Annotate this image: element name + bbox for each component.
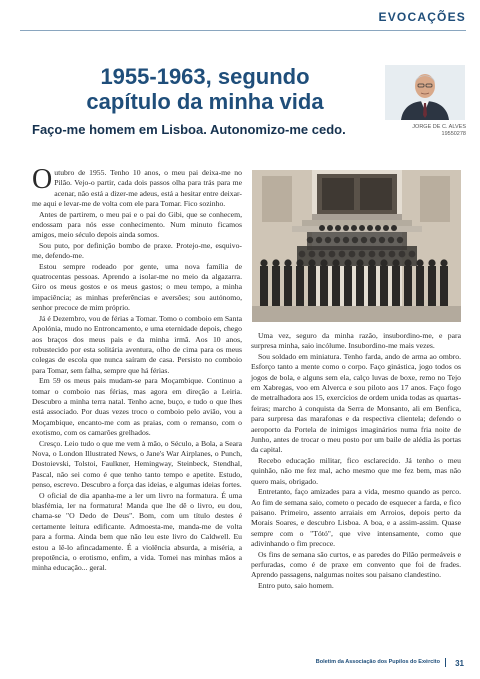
paragraph: Antes de partirem, o meu pai e o pai do Gibi, que se conhecem, endossam para nós esse conhecimento. Num minuto ficamos amigos, meio século depois ainda somos. [32, 209, 242, 240]
paragraph: Em 59 os meus pais mudam-se para Moçambique. Continuo a tomar o comboio nas férias, mas agora em direção a Leiria. Descubro a minha terra natal. Tenho acne, buço, e tudo o que lhes está associado. Por duas vezes troco o comboio pelo avião, vou a Moçambique, encanto-me com as praias, com o remanso, com o exotismo, com os camarões grelhados. [32, 376, 242, 438]
paragraph: O oficial de dia apanha-me a ler um livro na formatura. É uma blasfémia, ler na formatura! Manda que lhe dê o livro, eu dou, chama-se "O Dedo de Deus". Bom, com um título destes é certamente leitura edificante. Admoesta-me, manda-me de volta para a forma. Ainda bem que não leu este livro do Caldwell. Eu estou a lê-lo afincadamente. É a violência absurda, a miséria, a prepotência, o erotismo, enfim, a vida. Tomei nas minhas mãos a minha educação... geral. [32, 490, 242, 573]
paragraph: Sou soldado em miniatura. Tenho farda, ando de arma ao ombro. Esforço tanto a mente como o corpo. Faço ginástica, jogo todos os jogos de bola, e alguns sem ela, calço luvas de boxe, remo no Tejo em Xabregas, voo em Alverca e sou piloto aos 17 anos. Faço fogo de metralhadora aos 15, exercícios de ordem unida todas as quartas-feiras; marcho à conquista da Serra de Monsanto, ali em Benfica, para surpresa das marafonas e da respectiva clientela; defendo o aeroporto da Portela de inimigos imaginários numa fria noite de Junho, antes de trocar o meu posto por um baile de alédia às portas da capital. [251, 351, 461, 455]
author-photo [385, 65, 465, 120]
author-number: 19550278 [441, 131, 466, 137]
paragraph: Estou sempre rodeado por gente, uma nova família de quatrocentas pessoas. Aprendo a isolar-me no meio da algazarra. Giro os meus gostos e os meus gastos; o meu tempo, a minha impaciência; as minhas preferências e aversões; sou autónomo, senhor precoce de mim próprio. [32, 261, 242, 313]
intro-paragraph [32, 164, 242, 210]
footer-divider [445, 658, 446, 667]
author-name: JORGE DE C. ALVES [412, 124, 466, 130]
paragraph: Entro puto, saio homem. [258, 580, 334, 590]
drop-cap: O [32, 164, 53, 195]
left-column [32, 164, 242, 574]
title-line-2: capítulo da minha vida [86, 89, 324, 114]
author-byline [380, 124, 466, 138]
paragraph: Os fins de semana são curtos, e as paredes do Pilão permeáveis e perfuradas, como é de praxe em convento que foi de frades. Aprendo passagens, nalgumas noites sou paisano clandestino. [251, 549, 461, 580]
group-photo [252, 170, 461, 322]
paragraph: Já é Dezembro, vou de férias a Tomar. Tomo o comboio em Santa Apolónia, mudo no Entroncamento, e uma eternidade depois, chego aos braços dos meus pais e da minha irmã. Aos 10 anos, robustecido por esta solitária aventura, olho de cima para os meus colegas de escola que nunca saíram de casa. Persisto no comboio para Tomar, sem falha, sempre que há férias. [32, 313, 242, 375]
article-title [30, 64, 380, 114]
section-tag: EVOCAÇÕES [378, 10, 466, 24]
page-number: 31 [455, 659, 464, 668]
intro-text: utubro de 1955. Tenho 10 anos, o meu pai deixa-me no Pilão. Vejo-o partir, cada dois passos olha para trás para me acenar, não está a dizer-me adeus, está a hesitar entre deixar-me aqui e levar-me de volta com ele para Tomar. Fico sozinho. [32, 168, 242, 209]
paragraph: Recebo educação militar, fico esclarecido. Já tenho o meu quinhão, não me fez mal, acho mesmo que me fez bem, mas não quero mais, obrigado. [251, 455, 461, 486]
publication-name: Boletim da Associação dos Pupilos do Exército [315, 659, 440, 665]
article-subtitle: Faço-me homem em Lisboa. Autonomizo-me cedo. [32, 122, 346, 137]
header-rule [20, 30, 466, 31]
paragraph: Sou puto, por definição bombo de praxe. Protejo-me, esquivo-me, defendo-me. [32, 240, 242, 261]
right-column [251, 331, 461, 591]
title-line-1: 1955-1963, segundo [100, 64, 310, 89]
paragraph: Uma vez, seguro da minha razão, insubordino-me, e para surpresa minha, saio incólume. Insubordino-me mais vezes. [251, 331, 461, 351]
paragraph: Entretanto, faço amizades para a vida, mesmo quando as perco. Ao fim de semana saio, cometo o pecado de esquecer a farda, e fico paisano. Primeiro, assento arraiais em Arroios, depois perto da Morais Soares, e descubro Lisboa. A boa, e a assim-assim. Quase sempre com o "Tótó", que vive intensamente, como que adivinhando o fim precoce. [251, 487, 461, 549]
paragraph: Cresço. Leio tudo o que me vem à mão, o Século, a Bola, a Seara Nova, o London Illustrated News, o Jane's War Airplanes, o Punch, Dostoievski, Tolstoi, Faulkner, Hemingway, Steinbeck, Stendhal, Pascal, não sei como é que tenho tanto tempo e apetite. Estudo, penso, escrevo. Descubro a força das ideias, e algumas ideias fortes. [32, 438, 242, 490]
